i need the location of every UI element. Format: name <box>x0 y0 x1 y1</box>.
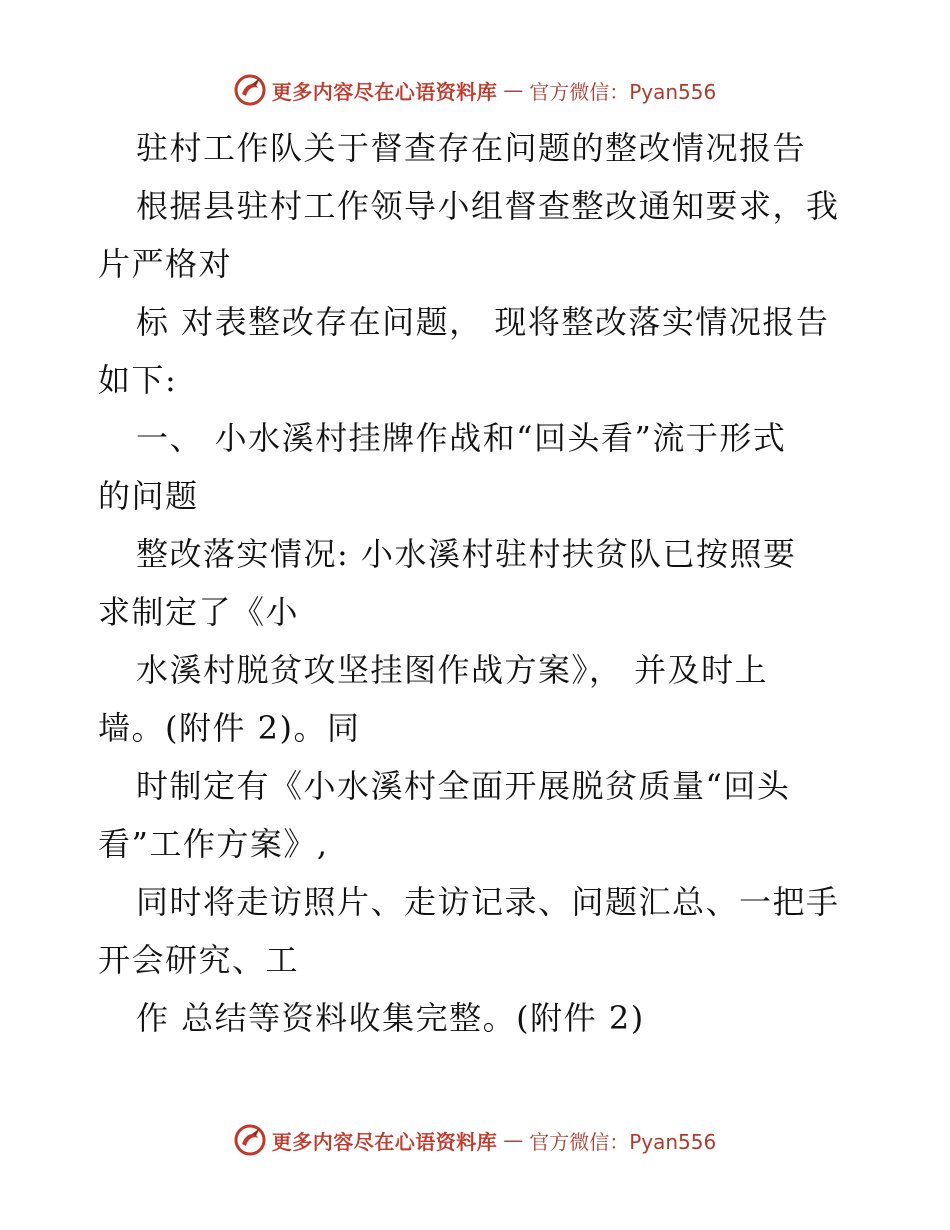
paragraph-line: 作 总结等资料收集完整。(附件 2) <box>136 999 645 1037</box>
paragraph-line: 标 对表整改存在问题， 现将整改落实情况报告 <box>136 303 830 341</box>
watermark-dash: — <box>503 1128 524 1152</box>
paragraph-line: 时制定有《小水溪村全面开展脱贫质量“回头 <box>136 767 791 805</box>
paragraph-line: 求制定了《小 <box>98 593 300 631</box>
document-title: 驻村工作队关于督查存在问题的整改情况报告 <box>136 129 807 167</box>
paragraph-line: 如下: <box>98 361 178 399</box>
paragraph-line: 片严格对 <box>98 245 233 283</box>
section-heading: 一、 小水溪村挂牌作战和“回头看”流于形式 <box>136 419 787 457</box>
paragraph-line: 看”工作方案》, <box>98 825 329 863</box>
paragraph-line: 开会研究、工 <box>98 941 300 979</box>
paragraph-line: 根据县驻村工作领导小组督查整改通知要求，我 <box>136 187 840 225</box>
red-swirl-logo-icon <box>234 1124 266 1156</box>
watermark-wechat-text: 官方微信：Pyan556 <box>529 1129 717 1154</box>
paragraph-line: 整改落实情况: 小水溪村驻村扶贫队已按照要 <box>136 535 797 573</box>
section-heading: 的问题 <box>98 477 199 515</box>
watermark-banner-bottom <box>0 1120 950 1160</box>
watermark-banner-top <box>0 70 950 110</box>
watermark-wechat-text: 官方微信：Pyan556 <box>529 79 717 104</box>
watermark-dash: — <box>503 78 524 102</box>
watermark-site-text: 更多内容尽在心语资料库 <box>271 1129 498 1154</box>
paragraph-line: 墙。(附件 2)。同 <box>98 709 361 747</box>
watermark-site-text: 更多内容尽在心语资料库 <box>271 79 498 104</box>
paragraph-line: 水溪村脱贫攻坚挂图作战方案》， 并及时上 <box>136 651 769 689</box>
red-swirl-logo-icon <box>234 74 266 106</box>
paragraph-line: 同时将走访照片、走访记录、问题汇总、一把手 <box>136 883 840 921</box>
